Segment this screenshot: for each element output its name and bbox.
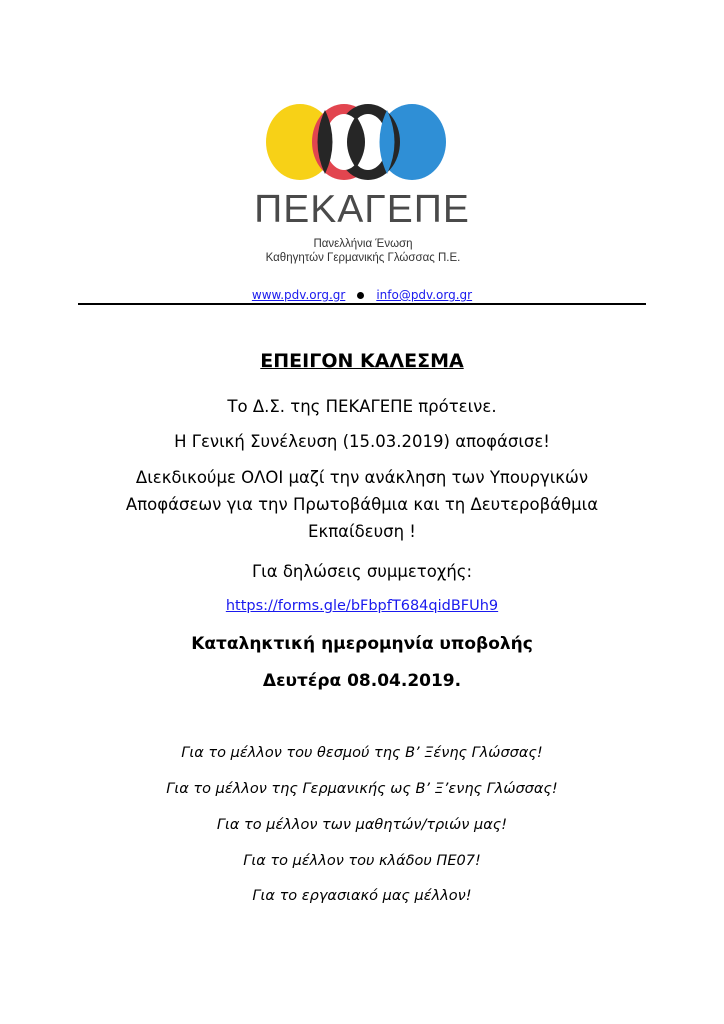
page-title: ΕΠΕΙΓΟΝ ΚΑΛΕΣΜΑ xyxy=(260,350,464,372)
slogan-item: Για το μέλλον της Γερμανικής ως Β’ Ξ’ενης Γλώσσας! xyxy=(166,781,558,797)
participation-label: Για δηλώσεις συμμετοχής: xyxy=(251,562,473,581)
form-link[interactable]: https://forms.gle/bFbpfT684qidBFUh9 xyxy=(225,598,499,614)
slogan-item: Για το εργασιακό μας μέλλον! xyxy=(252,888,472,904)
contact-bar xyxy=(0,287,724,303)
bullet-icon xyxy=(357,292,364,299)
assembly-decision-text: Η Γενική Συνέλευση (15.03.2019) αποφάσισε! xyxy=(174,432,550,451)
email-link[interactable]: info@pdv.org.gr xyxy=(376,288,473,302)
header-divider xyxy=(78,303,646,305)
org-name: ΠΕΚΑΓΕΠΕ xyxy=(254,188,470,231)
demand-text-line3: Εκπαίδευση ! xyxy=(308,522,416,541)
org-full-name-line2: Καθηγητών Γερμανικής Γλώσσας Π.Ε. xyxy=(265,252,461,264)
slogan-item: Για το μέλλον του θεσμού της Β’ Ξένης Γλώσσας! xyxy=(181,745,543,761)
deadline-label: Καταληκτική ημερομηνία υποβολής xyxy=(191,634,533,654)
slogan-item: Για το μέλλον των μαθητών/τριών μας! xyxy=(216,817,508,833)
board-proposal-text: Το Δ.Σ. της ΠΕΚΑΓΕΠΕ πρότεινε. xyxy=(227,397,497,416)
pekagepe-logo xyxy=(262,100,450,184)
slogan-item: Για το μέλλον του κλάδου ΠΕ07! xyxy=(243,853,481,869)
demand-text-line1: Διεκδικούμε ΟΛΟΙ μαζί την ανάκληση των Υπουργικών xyxy=(135,468,589,487)
demand-text-line2: Αποφάσεων για την Πρωτοβάθμια και τη Δευτεροβάθμια xyxy=(125,495,599,514)
website-link[interactable]: www.pdv.org.gr xyxy=(251,288,346,302)
deadline-date: Δευτέρα 08.04.2019. xyxy=(262,671,462,691)
org-full-name-line1: Πανελλήνια Ένωση xyxy=(313,238,413,250)
